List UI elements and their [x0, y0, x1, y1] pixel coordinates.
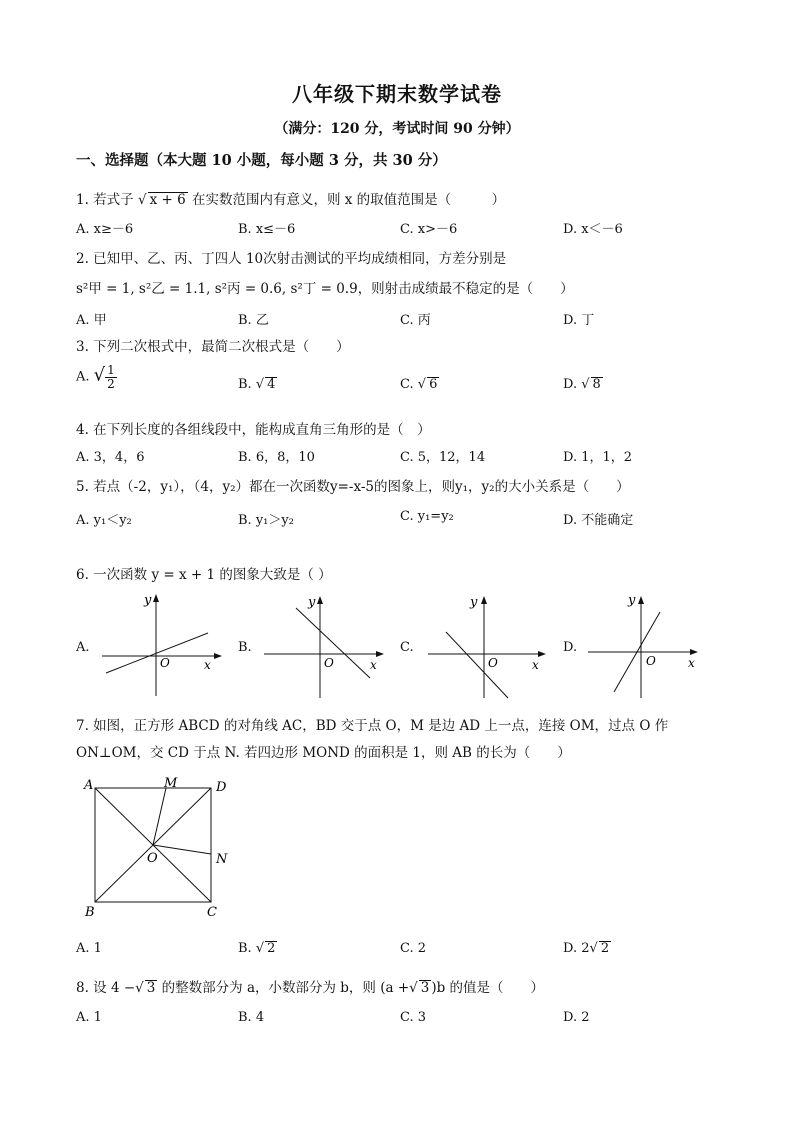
- axis-x-label: x: [370, 658, 377, 672]
- sqrt-expression: √ x + 6: [137, 192, 186, 208]
- q7-option-c[interactable]: C. 2: [400, 941, 427, 956]
- point-o-label: O: [147, 851, 158, 866]
- expression: (a +√ 3 )b 的值是（ ）: [380, 980, 545, 996]
- vertex-b-label: B: [85, 905, 95, 920]
- q2-option-d[interactable]: D. 丁: [563, 313, 595, 328]
- q5-option-a[interactable]: A. y₁＜y₂: [76, 513, 132, 528]
- page-subtitle: （满分：120 分，考试时间 90 分钟）: [274, 121, 520, 137]
- axis-y-label: y: [470, 595, 478, 610]
- q4-option-b[interactable]: B. 6，8，10: [238, 450, 315, 465]
- question-7-line1: 7. 如图，正方形 ABCD 的对角线 AC，BD 交于点 O，M 是边 AD 上一点，连接 OM，过点 O 作: [76, 718, 669, 734]
- question-2-line1: 2. 已知甲、乙、丙、丁四人 10次射击测试的平均成绩相同，方差分别是: [76, 251, 507, 267]
- q7-square-figure: [80, 770, 240, 922]
- q4-option-c[interactable]: C. 5，12，14: [400, 450, 486, 465]
- q1-option-d[interactable]: D. x＜－6: [563, 222, 623, 237]
- point-m-label: M: [164, 776, 178, 791]
- q6-graph-b: [262, 592, 392, 700]
- q1-option-c[interactable]: C. x>－6: [400, 222, 458, 237]
- axis-y-label: y: [144, 593, 152, 608]
- point-n-label: N: [216, 852, 228, 867]
- question-4-stem: 4. 在下列长度的各组线段中，能构成直角三角形的是（ ）: [76, 422, 431, 438]
- q3-option-b[interactable]: B. √ 4: [238, 377, 276, 392]
- vertex-d-label: D: [216, 780, 227, 795]
- q6-option-d[interactable]: D.: [563, 640, 578, 655]
- q8-option-a[interactable]: A. 1: [76, 1010, 102, 1025]
- q4-option-a[interactable]: A. 3，4，6: [76, 450, 145, 465]
- question-1-stem: 1. 若式子 √ x + 6 在实数范围内有意义，则 x 的取值范围是（ ）: [76, 192, 506, 208]
- q7-option-b[interactable]: B. √ 2: [238, 941, 276, 956]
- question-7-line2: ON⊥OM，交 CD 于点 N. 若四边形 MOND 的面积是 1，则 AB 的长为（ ）: [76, 745, 571, 761]
- q6-graph-c: [426, 592, 556, 700]
- question-8-stem: 8. 设 4 −√ 3 的整数部分为 a，小数部分为 b，则 (a +√ 3 )b 的值是（ ）: [76, 980, 545, 996]
- q3-option-c[interactable]: C. √ 6: [400, 377, 438, 392]
- q2-option-a[interactable]: A. 甲: [76, 313, 107, 328]
- q6-graph-a: [98, 592, 228, 700]
- axis-x-label: x: [204, 658, 211, 672]
- q5-option-b[interactable]: B. y₁＞y₂: [238, 513, 294, 528]
- q1-option-b[interactable]: B. x≤－6: [238, 222, 296, 237]
- q5-option-c[interactable]: C. y₁=y₂: [400, 509, 454, 524]
- q6-option-a[interactable]: A.: [76, 640, 90, 655]
- vertex-c-label: C: [207, 905, 217, 920]
- q3-option-a[interactable]: A. √ $\frac{1}{2}$: [76, 363, 115, 391]
- axis-y-label: y: [628, 593, 636, 608]
- axis-y-label: y: [308, 595, 316, 610]
- origin-label: O: [324, 656, 334, 670]
- q8-option-c[interactable]: C. 3: [400, 1010, 427, 1025]
- q6-option-c[interactable]: C.: [400, 640, 414, 655]
- origin-label: O: [160, 656, 170, 670]
- q1-option-a[interactable]: A. x≥－6: [76, 222, 134, 237]
- origin-label: O: [488, 656, 498, 670]
- fraction: $\frac{1}{2}$: [107, 363, 115, 391]
- q7-option-d[interactable]: D. 2√ 2: [563, 941, 610, 956]
- q3-option-d[interactable]: D. √ 8: [563, 377, 601, 392]
- section-heading: 一、选择题（本大题 10 小题，每小题 3 分，共 30 分）: [76, 152, 447, 169]
- q2-option-c[interactable]: C. 丙: [400, 313, 431, 328]
- question-2-line2: s²甲 = 1, s²乙 = 1.1, s²丙 = 0.6, s²丁 = 0.9，则射击成绩最不稳定的是（ ）: [76, 281, 574, 297]
- vertex-a-label: A: [84, 778, 94, 793]
- origin-label: O: [646, 654, 656, 668]
- question-6-stem: 6. 一次函数 y = x + 1 的图象大致是（ ）: [76, 567, 332, 583]
- q7-option-a[interactable]: A. 1: [76, 941, 102, 956]
- q8-option-b[interactable]: B. 4: [238, 1010, 265, 1025]
- q8-option-d[interactable]: D. 2: [563, 1010, 590, 1025]
- axis-x-label: x: [532, 658, 539, 672]
- q2-option-b[interactable]: B. 乙: [238, 313, 269, 328]
- variance-list: s²甲 = 1, s²乙 = 1.1, s²丙 = 0.6, s²丁 = 0.9: [76, 281, 358, 297]
- q6-option-b[interactable]: B.: [238, 640, 252, 655]
- axis-x-label: x: [688, 656, 695, 670]
- q4-option-d[interactable]: D. 1，1，2: [563, 450, 633, 465]
- q5-option-d[interactable]: D. 不能确定: [563, 513, 634, 528]
- q6-graph-d: [586, 590, 716, 698]
- question-3-stem: 3. 下列二次根式中，最简二次根式是（ ）: [76, 339, 350, 355]
- question-5-stem: 5. 若点（-2，y₁），（4，y₂）都在一次函数y=-x-5的图象上，则y₁，y₂的大小关系是（ ）: [76, 479, 630, 495]
- page-title: 八年级下期末数学试卷: [292, 82, 502, 106]
